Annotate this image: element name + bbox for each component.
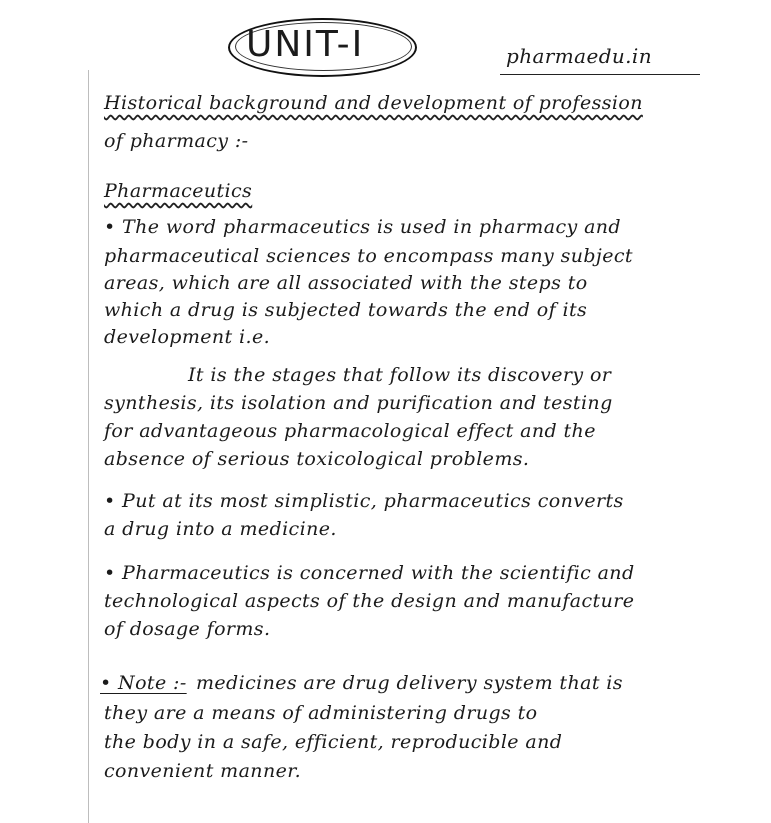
body-line-5: development i.e. [104,326,271,348]
body-line-17: the body in a safe, efficient, reproducible and [104,731,563,753]
body-line-2: pharmaceutical sciences to encompass many subject [104,245,633,267]
site-watermark: pharmaedu.in [506,44,653,68]
body-line-16: they are a means of administering drugs to [104,702,538,724]
section-heading: Pharmaceutics [104,180,253,202]
body-line-14: of dosage forms. [104,618,271,640]
body-line-3: areas, which are all associated with the steps to [104,272,588,294]
body-line-1: • The word pharmaceutics is used in pharmacy and [104,216,621,238]
site-underline [500,74,700,75]
note-label: • Note :- [100,672,187,694]
body-line-10: • Put at its most simplistic, pharmaceutics converts [104,490,624,512]
margin-line [88,70,89,823]
body-line-4: which a drug is subjected towards the end of its [104,299,588,321]
title-line-2: of pharmacy :- [104,130,249,152]
body-line-13: technological aspects of the design and manufacture [104,590,635,612]
body-line-18: convenient manner. [104,760,302,782]
body-line-6: It is the stages that follow its discovery or [188,364,612,386]
body-line-9: absence of serious toxicological problems. [104,448,530,470]
body-line-15: medicines are drug delivery system that is [196,672,623,694]
body-line-7: synthesis, its isolation and purification and testing [104,392,613,414]
body-line-8: for advantageous pharmacological effect and the [104,420,596,442]
body-line-12: • Pharmaceutics is concerned with the scientific and [104,562,635,584]
title-line-1: Historical background and development of profession [104,92,643,114]
unit-title: UNIT-I [246,24,365,65]
body-line-11: a drug into a medicine. [104,518,337,540]
